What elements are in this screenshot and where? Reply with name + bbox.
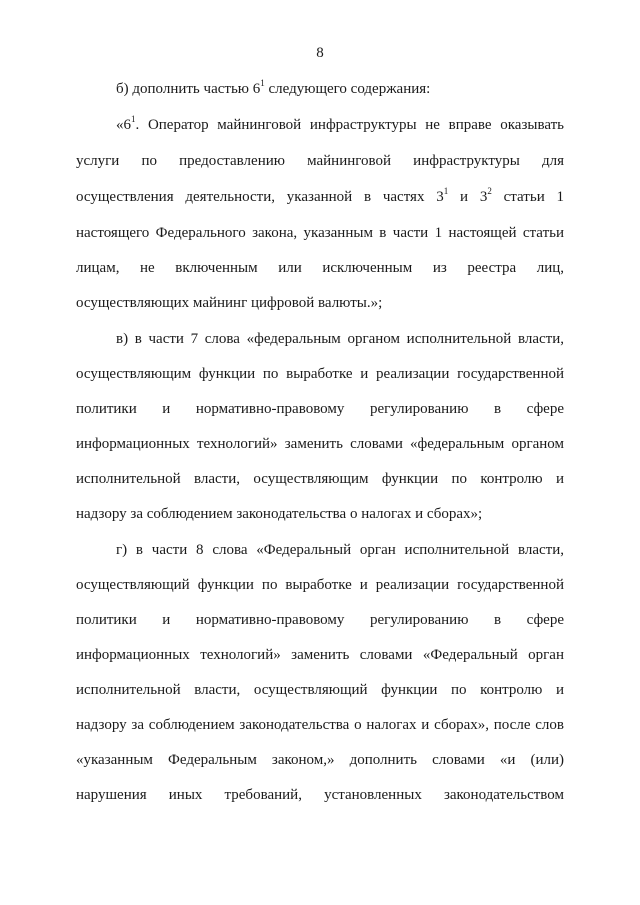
text-line: политики и нормативно-правовому регулированию в сфере: [76, 612, 564, 628]
text-line: осуществляющих майнинг цифровой валюты.»;: [76, 295, 383, 311]
text-line: надзору за соблюдением законодательства о налогах и сборах»;: [76, 506, 483, 522]
text-fragment: и 3: [448, 189, 488, 205]
text-fragment: «6: [116, 117, 131, 133]
text-line-item-b: [116, 80, 564, 98]
text-line: надзору за соблюдением законодательства о налогах и сборах», после слов: [76, 717, 564, 733]
text-fragment: . Оператор майнинговой инфраструктуры не вправе оказывать: [135, 117, 564, 133]
text-line: услуги по предоставлению майнинговой инфраструктуры для: [76, 153, 564, 169]
page-number: 8: [316, 45, 324, 61]
superscript: 1: [131, 114, 136, 124]
text-line-item-v: в) в части 7 слова «федеральным органом исполнительной власти,: [116, 331, 564, 347]
superscript: 2: [487, 186, 492, 196]
text-line: исполнительной власти, осуществляющий функции по контролю и: [76, 682, 564, 698]
superscript: 1: [260, 78, 265, 88]
text-line: исполнительной власти, осуществляющим функции по контролю и: [76, 471, 564, 487]
text-line: настоящего Федерального закона, указанным в части 1 настоящей статьи: [76, 225, 564, 241]
text-line: «указанным Федеральным законом,» дополнить словами «и (или): [76, 752, 564, 768]
text-line: политики и нормативно-правовому регулированию в сфере: [76, 401, 564, 417]
text-fragment: осуществления деятельности, указанной в частях 3: [76, 189, 444, 205]
text-line-parts: [76, 188, 564, 206]
text-line: осуществляющий функции по выработке и реализации государственной: [76, 577, 564, 593]
text-line-quote-start: [116, 116, 564, 134]
text-line-item-g: г) в части 8 слова «Федеральный орган исполнительной власти,: [116, 542, 564, 558]
text-line: информационных технологий» заменить словами «Федеральный орган: [76, 647, 564, 663]
text-fragment: статьи 1: [491, 189, 565, 205]
superscript: 1: [443, 186, 449, 196]
text-fragment: следующего содержания:: [264, 81, 431, 97]
text-line: лицам, не включенным или исключенным из реестра лиц,: [76, 260, 564, 276]
text-line: осуществляющим функции по выработке и реализации государственной: [76, 366, 564, 382]
text-fragment: б) дополнить частью 6: [116, 81, 261, 97]
text-line: нарушения иных требований, установленных законодательством: [76, 787, 564, 803]
text-line: информационных технологий» заменить словами «федеральным органом: [76, 436, 564, 452]
